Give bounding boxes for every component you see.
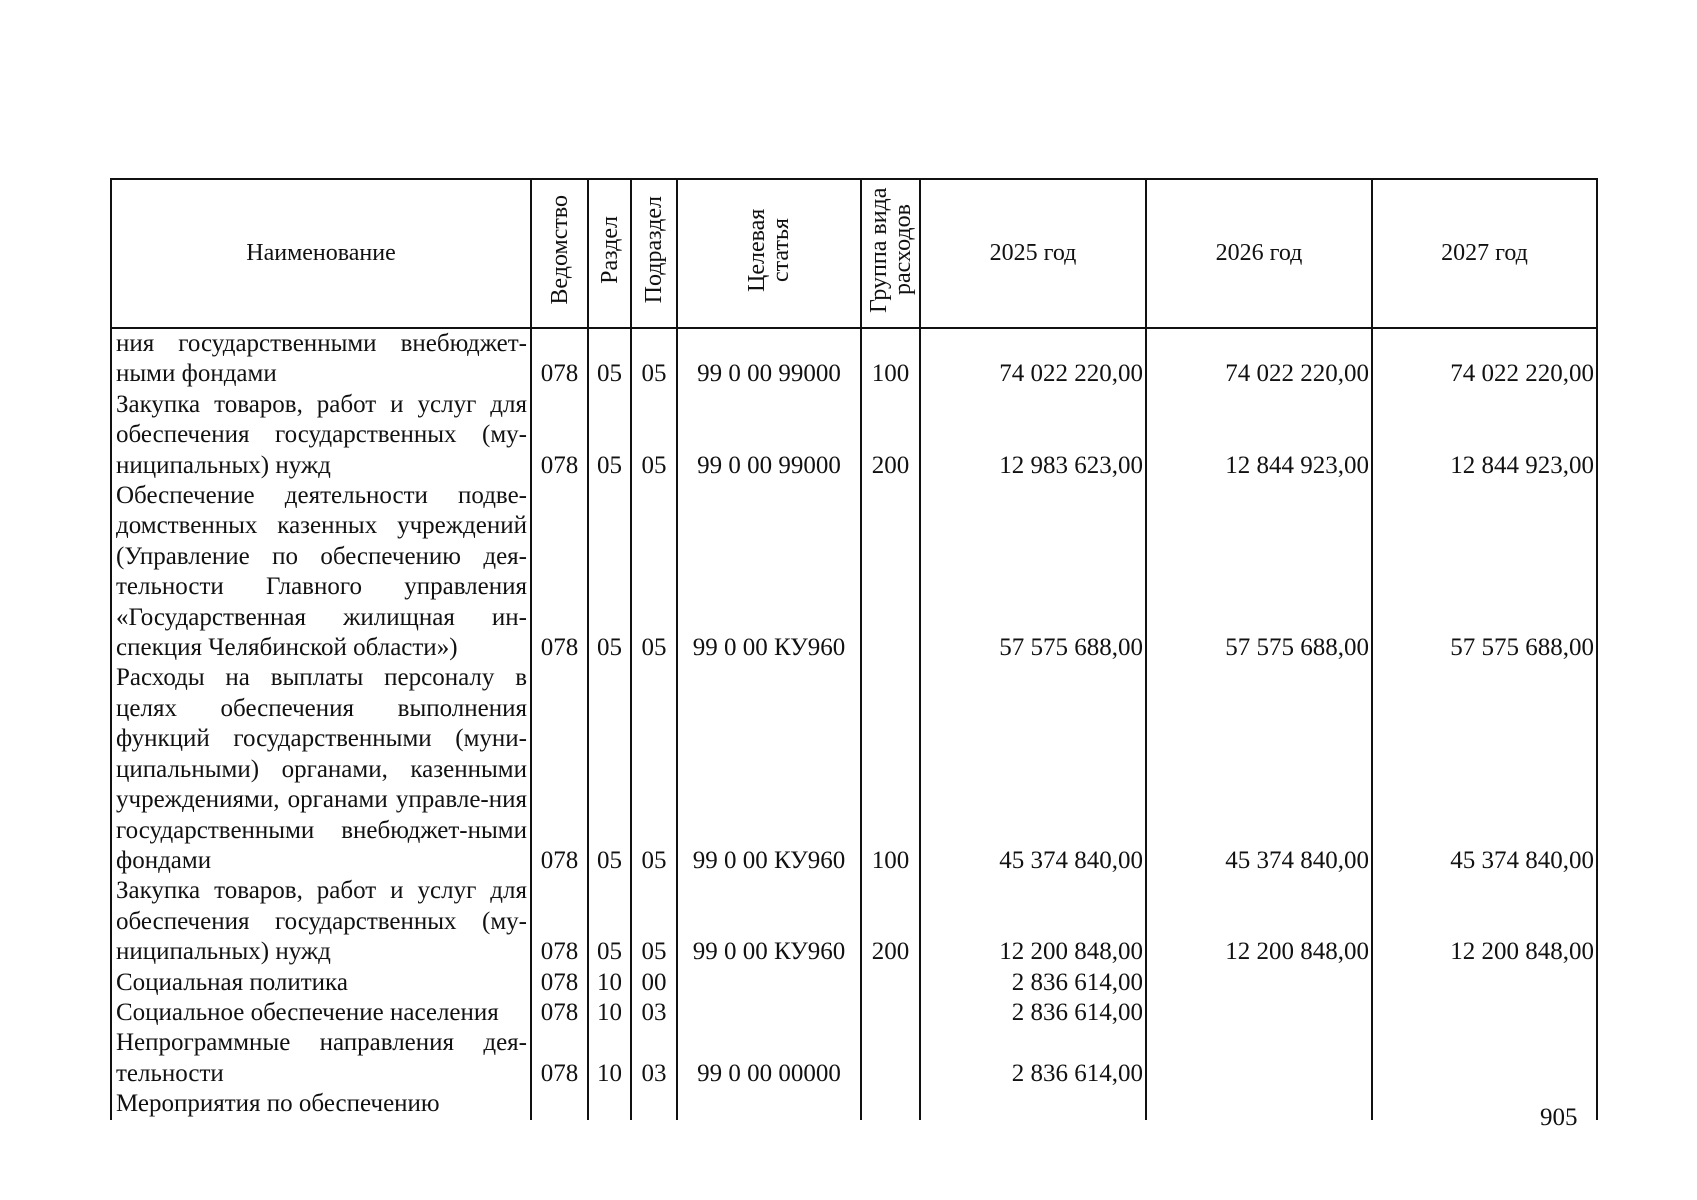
row-2025: 12 983 623,00 xyxy=(920,390,1146,481)
row-subsection: 00 xyxy=(631,968,677,998)
header-section: Раздел xyxy=(588,179,631,328)
row-department: 078 xyxy=(531,998,588,1028)
row-2027: 74 022 220,00 xyxy=(1372,328,1597,390)
row-section: 05 xyxy=(588,390,631,481)
row-subsection xyxy=(631,1089,677,1119)
row-subsection: 05 xyxy=(631,481,677,663)
row-name: Закупка товаров, работ и услуг для обеспечения государственных (му-ниципальных) нужд xyxy=(111,876,531,967)
row-target xyxy=(677,998,861,1028)
header-department: Ведомство xyxy=(531,179,588,328)
table-row xyxy=(111,481,1597,663)
row-2027: 12 200 848,00 xyxy=(1372,876,1597,967)
row-department xyxy=(531,1089,588,1119)
row-target: 99 0 00 99000 xyxy=(677,390,861,481)
row-section xyxy=(588,1089,631,1119)
row-target: 99 0 00 99000 xyxy=(677,328,861,390)
header-subsection: Подраздел xyxy=(631,179,677,328)
row-2026: 12 200 848,00 xyxy=(1146,876,1372,967)
row-subsection: 05 xyxy=(631,390,677,481)
row-expense-group xyxy=(861,1028,920,1089)
table-row xyxy=(111,328,1597,390)
row-expense-group: 100 xyxy=(861,328,920,390)
row-2025: 45 374 840,00 xyxy=(920,663,1146,876)
row-2025: 57 575 688,00 xyxy=(920,481,1146,663)
row-target xyxy=(677,1089,861,1119)
header-2027: 2027 год xyxy=(1372,179,1597,328)
header-2025: 2025 год xyxy=(920,179,1146,328)
row-section: 10 xyxy=(588,1028,631,1089)
row-department: 078 xyxy=(531,481,588,663)
row-2027: 12 844 923,00 xyxy=(1372,390,1597,481)
row-expense-group xyxy=(861,968,920,998)
row-expense-group xyxy=(861,1089,920,1119)
row-department: 078 xyxy=(531,1028,588,1089)
table-row xyxy=(111,1028,1597,1089)
header-expense-group: Группа вида расходов xyxy=(861,179,920,328)
row-department: 078 xyxy=(531,968,588,998)
row-2025: 2 836 614,00 xyxy=(920,1028,1146,1089)
row-2026 xyxy=(1146,968,1372,998)
row-name: Расходы на выплаты персоналу в целях обеспечения выполнения функций государственными (муни-ципальными) органами, казенными учреждениями, органами управле-ния государственными внебюджет-ными фондами xyxy=(111,663,531,876)
header-2026: 2026 год xyxy=(1146,179,1372,328)
row-2027 xyxy=(1372,1028,1597,1089)
header-target: Целевая статья xyxy=(677,179,861,328)
row-section: 05 xyxy=(588,328,631,390)
row-2026 xyxy=(1146,1089,1372,1119)
row-section: 05 xyxy=(588,663,631,876)
row-name: Обеспечение деятельности подве-домственных казенных учреждений (Управление по обеспечению дея-тельности Главного управления «Государственная жилищная ин-спекция Челябинской области») xyxy=(111,481,531,663)
row-name: Социальное обеспечение населения xyxy=(111,998,531,1028)
row-2027: 57 575 688,00 xyxy=(1372,481,1597,663)
row-subsection: 05 xyxy=(631,876,677,967)
row-subsection: 03 xyxy=(631,998,677,1028)
row-name: Закупка товаров, работ и услуг для обеспечения государственных (му-ниципальных) нужд xyxy=(111,390,531,481)
row-section: 05 xyxy=(588,481,631,663)
row-2026: 74 022 220,00 xyxy=(1146,328,1372,390)
row-department: 078 xyxy=(531,663,588,876)
row-department: 078 xyxy=(531,390,588,481)
row-department: 078 xyxy=(531,876,588,967)
row-name: Социальная политика xyxy=(111,968,531,998)
row-target: 99 0 00 КУ960 xyxy=(677,876,861,967)
table-row xyxy=(111,998,1597,1028)
row-2027 xyxy=(1372,998,1597,1028)
row-expense-group: 100 xyxy=(861,663,920,876)
row-subsection: 05 xyxy=(631,328,677,390)
row-expense-group: 200 xyxy=(861,390,920,481)
row-expense-group xyxy=(861,481,920,663)
row-section: 10 xyxy=(588,998,631,1028)
header-name: Наименование xyxy=(111,179,531,328)
row-target xyxy=(677,968,861,998)
row-2026: 45 374 840,00 xyxy=(1146,663,1372,876)
row-subsection: 03 xyxy=(631,1028,677,1089)
row-2027: 45 374 840,00 xyxy=(1372,663,1597,876)
row-expense-group xyxy=(861,998,920,1028)
table-row xyxy=(111,1089,1597,1119)
row-2025 xyxy=(920,1089,1146,1119)
row-target: 99 0 00 00000 xyxy=(677,1028,861,1089)
row-2026 xyxy=(1146,1028,1372,1089)
row-2025: 2 836 614,00 xyxy=(920,998,1146,1028)
row-name: Мероприятия по обеспечению xyxy=(111,1089,531,1119)
row-section: 05 xyxy=(588,876,631,967)
row-section: 10 xyxy=(588,968,631,998)
row-2027 xyxy=(1372,968,1597,998)
table-row xyxy=(111,390,1597,481)
row-name: ния государственными внебюджет-ными фондами xyxy=(111,328,531,390)
row-2026 xyxy=(1146,998,1372,1028)
header-row xyxy=(111,179,1597,328)
row-2026: 12 844 923,00 xyxy=(1146,390,1372,481)
row-department: 078 xyxy=(531,328,588,390)
table-row xyxy=(111,876,1597,967)
row-subsection: 05 xyxy=(631,663,677,876)
row-name: Непрограммные направления дея-тельности xyxy=(111,1028,531,1089)
row-2026: 57 575 688,00 xyxy=(1146,481,1372,663)
row-2025: 74 022 220,00 xyxy=(920,328,1146,390)
row-expense-group: 200 xyxy=(861,876,920,967)
row-2025: 12 200 848,00 xyxy=(920,876,1146,967)
table-row xyxy=(111,663,1597,876)
row-target: 99 0 00 КУ960 xyxy=(677,481,861,663)
row-2025: 2 836 614,00 xyxy=(920,968,1146,998)
budget-table xyxy=(110,178,1598,1120)
row-target: 99 0 00 КУ960 xyxy=(677,663,861,876)
page-number: 905 xyxy=(1540,1104,1578,1131)
table-row xyxy=(111,968,1597,998)
